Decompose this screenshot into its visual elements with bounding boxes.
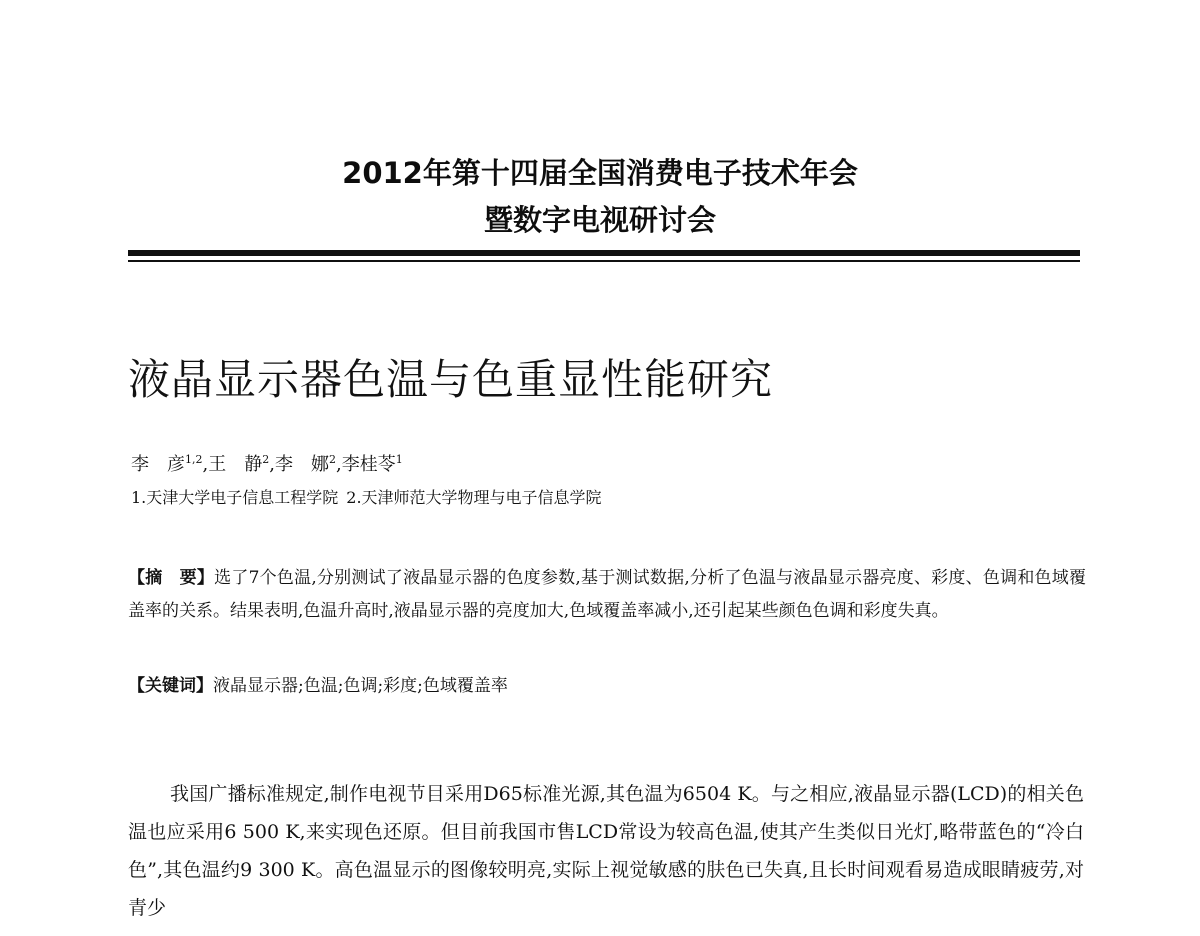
author-list	[131, 452, 403, 478]
author	[275, 454, 336, 475]
author-separator: ,	[335, 454, 342, 475]
author	[131, 454, 203, 475]
affiliation: 2.天津师范大学物理与电子信息学院	[346, 488, 602, 507]
author-name: 李 彦	[131, 454, 185, 475]
author-name: 王 静	[208, 454, 263, 475]
paper-title: 液晶显示器色温与色重显性能研究	[128, 355, 774, 404]
keywords-label: 【关键词】	[128, 676, 213, 696]
author-name: 李 娜	[274, 454, 329, 475]
conference-title-line2: 暨数字电视研讨会	[483, 203, 716, 237]
author-affiliation-mark: 1,2	[185, 453, 203, 466]
author-affiliation-mark: 2	[262, 453, 270, 466]
author-name: 李桂苓	[341, 454, 396, 475]
author	[342, 454, 403, 475]
keywords	[128, 671, 508, 701]
conference-title-line1: 2012年第十四届全国消费电子技术年会	[342, 156, 858, 190]
author-separator: ,	[269, 454, 275, 475]
author-separator: ,	[202, 454, 209, 475]
abstract-text: 选了7个色温,分别测试了液晶显示器的色度参数,基于测试数据,分析了色温与液晶显示器亮度、彩度、色调和色域覆盖率的关系。结果表明,色温升高时,液晶显示器的亮度加大,色域覆盖率减小,还引起某些颜色色调和彩度失真。	[128, 568, 1086, 621]
author-affiliation-mark: 2	[328, 453, 336, 466]
header-rule-thick	[128, 250, 1080, 256]
conference-header	[0, 150, 1200, 244]
author-affiliation-mark: 1	[395, 453, 403, 466]
abstract	[128, 562, 1086, 628]
affiliation: 1.天津大学电子信息工程学院	[131, 488, 339, 507]
body-paragraph: 我国广播标准规定,制作电视节目采用D65标准光源,其色温为6504 K。与之相应,液晶显示器(LCD)的相关色温也应采用6 500 K,来实现色还原。但目前我国市售LCD常设为较高色温,使其产生类似日光灯,略带蓝色的“冷白色”,其色温约9 300 K。高色温显示的图像较明亮,实际上视觉敏感的肤色已失真,且长时间观看易造成眼睛疲劳,对青少	[128, 783, 1084, 919]
keywords-text: 液晶显示器;色温;色调;彩度;色域覆盖率	[213, 676, 508, 696]
header-rule-thin	[128, 260, 1080, 262]
affiliation-list	[131, 486, 602, 510]
author	[208, 454, 269, 475]
abstract-label: 【摘 要】	[128, 568, 215, 588]
